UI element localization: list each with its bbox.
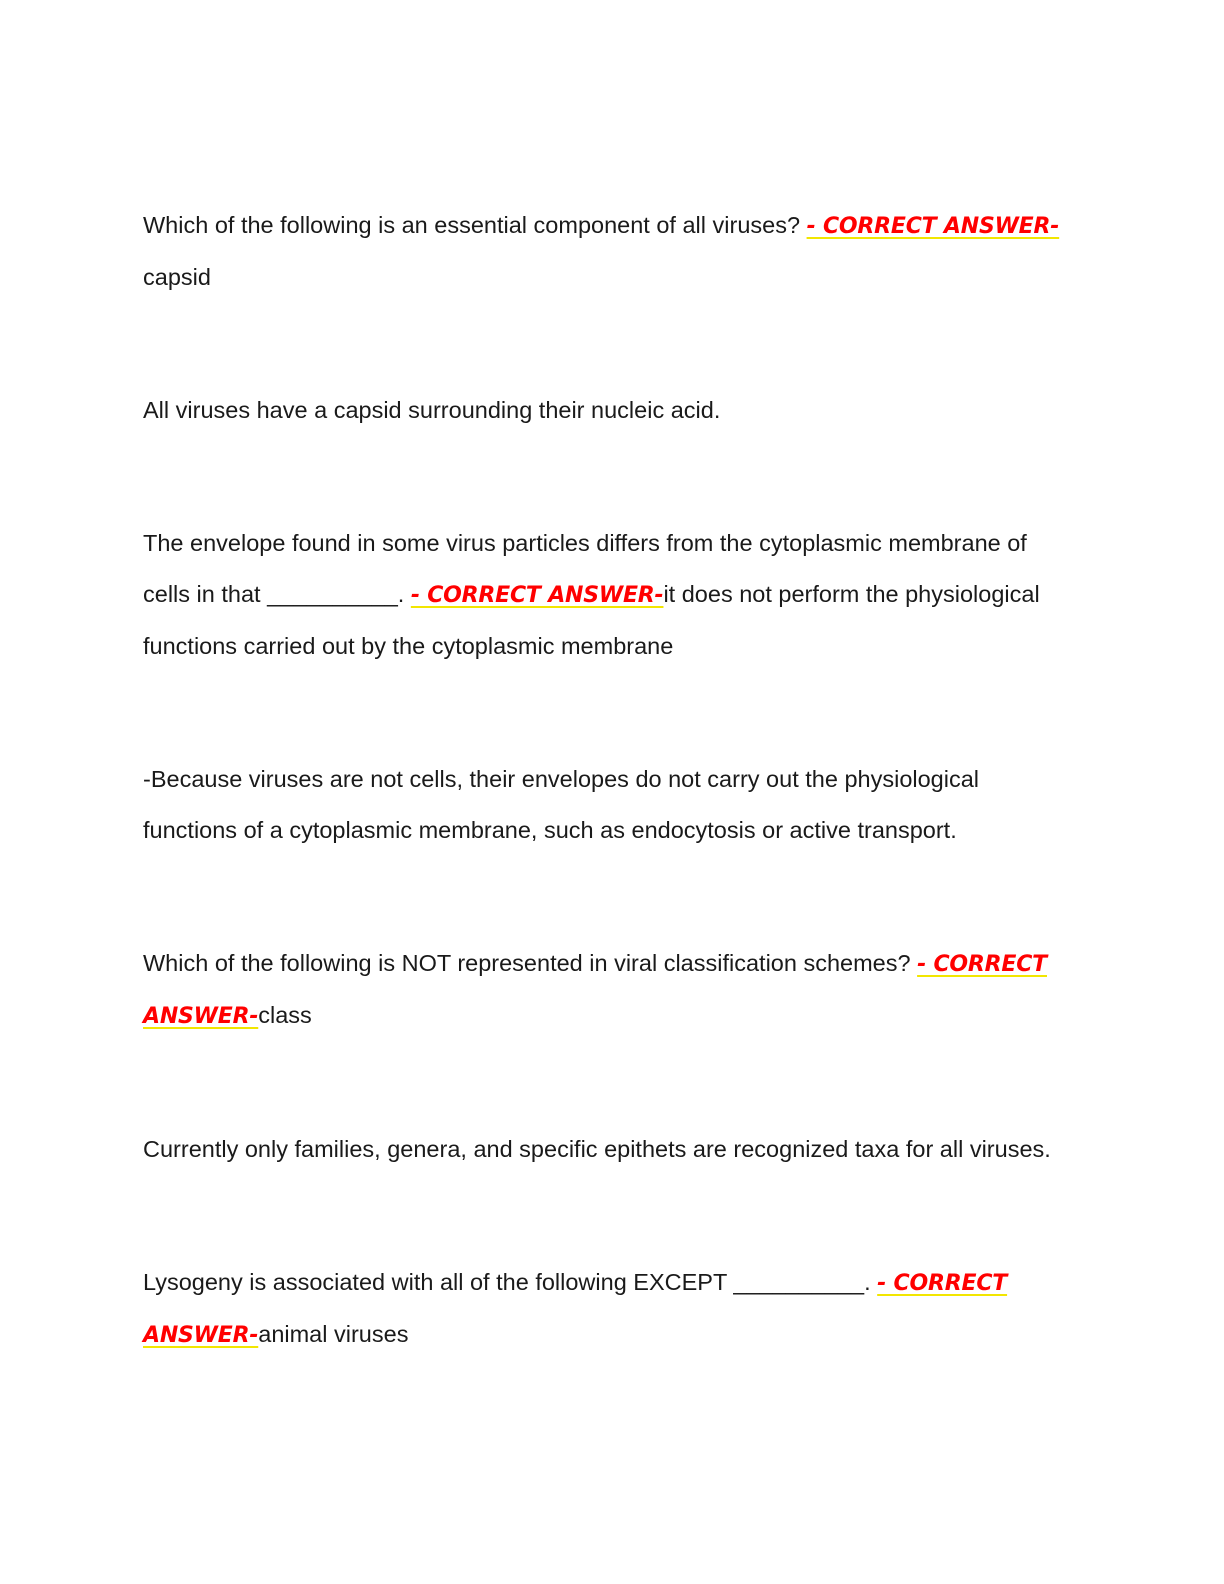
explanation-2: -Because viruses are not cells, their envelopes do not carry out the physiological functions of a cytoplasmic membrane, such as endocytosis or active transport. [143,766,980,843]
answer-1-text: capsid [143,264,211,290]
question-1-text: Which of the following is an essential component of all viruses? [143,212,807,238]
question-2 [143,518,1078,672]
document-page [143,200,1078,1361]
spacer [143,1175,1078,1257]
spacer [143,436,1078,518]
question-3 [143,938,1078,1042]
explanation-3: Currently only families, genera, and specific epithets are recognized taxa for all viruses. [143,1136,1051,1162]
spacer [143,856,1078,938]
answer-3-text: class [258,1002,312,1028]
spacer [143,1042,1078,1124]
question-4-text: Lysogeny is associated with all of the following EXCEPT __________. [143,1269,878,1295]
explanation-1: All viruses have a capsid surrounding their nucleic acid. [143,397,721,423]
correct-answer-marker: - CORRECT ANSWER- [143,952,1047,1029]
question-1 [143,200,1078,303]
question-3-text: Which of the following is NOT represented in viral classification schemes? [143,950,918,976]
correct-answer-marker: - CORRECT ANSWER- [410,583,664,608]
spacer [143,672,1078,754]
question-2-text: The envelope found in some virus particles differs from the cytoplasmic membrane of cells in that __________. [143,530,1027,607]
answer-2-text: it does not perform the physiological functions carried out by the cytoplasmic membrane [143,581,1040,659]
question-4 [143,1257,1078,1361]
spacer [143,303,1078,385]
answer-4-text: animal viruses [258,1321,409,1347]
correct-answer-marker: - CORRECT ANSWER- [806,214,1060,239]
correct-answer-marker: - CORRECT ANSWER- [143,1271,1008,1348]
